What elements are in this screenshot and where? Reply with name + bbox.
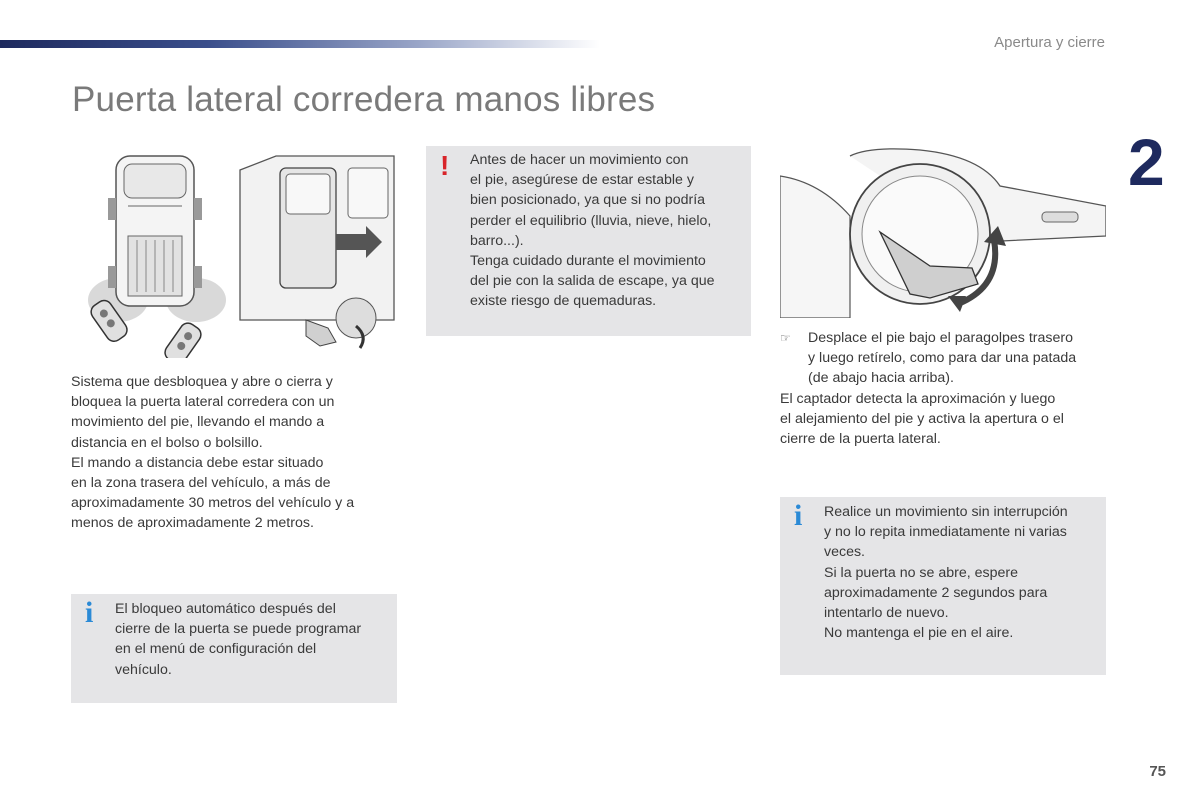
text-line: en la zona trasera del vehículo, a más de: [71, 475, 331, 492]
sliding-door-illustration: [236, 150, 396, 355]
pointing-hand-icon: ☞: [780, 331, 791, 345]
text-line: (de abajo hacia arriba).: [808, 370, 954, 387]
text-line: cierre de la puerta lateral.: [780, 431, 941, 448]
text-line: distancia en el bolso o bolsillo.: [71, 434, 263, 451]
text-line: Sistema que desbloquea y abre o cierra y: [71, 374, 333, 390]
text-line: en el menú de configuración del: [115, 641, 317, 658]
info-box-usage: [780, 497, 1106, 675]
text-line: aproximadamente 30 metros del vehículo y a: [71, 495, 355, 512]
text-line: veces.: [824, 544, 866, 561]
text-line: No mantenga el pie en el aire.: [824, 625, 1014, 642]
text-line: del pie con la salida de escape, ya que: [470, 273, 715, 290]
text-line: el pie, asegúrese de estar estable y: [470, 172, 694, 189]
text-line: y luego retírelo, como para dar una patada: [808, 350, 1077, 367]
text-line: vehículo.: [115, 661, 172, 678]
warning-icon: !: [440, 150, 450, 181]
text-line: El mando a distancia debe estar situado: [71, 454, 324, 471]
text-line: Si la puerta no se abre, espere: [824, 564, 1019, 581]
text-line: el alejamiento del pie y activa la apertura o el: [780, 410, 1064, 427]
instruction-text: [780, 328, 1076, 449]
info-icon: i: [85, 596, 94, 629]
text-line: bloquea la puerta lateral corredera con un: [71, 394, 335, 411]
text-line: Antes de hacer un movimiento con: [470, 152, 689, 168]
text-line: barro...).: [470, 232, 524, 249]
bumper-foot-illustration: [780, 146, 1106, 318]
text-line: Tenga cuidado durante el movimiento: [470, 253, 706, 270]
text-line: Desplace el pie bajo el paragolpes trasero: [808, 330, 1073, 346]
info-icon: i: [794, 499, 803, 532]
text-line: aproximadamente 2 segundos para: [824, 584, 1048, 601]
text-line: Realice un movimiento sin interrupción: [824, 504, 1068, 520]
text-line: existe riesgo de quemaduras.: [470, 293, 657, 310]
info-box-auto-lock: [71, 594, 397, 703]
text-line: intentarlo de nuevo.: [824, 605, 949, 622]
warning-box: [426, 146, 751, 336]
text-line: El bloqueo automático después del: [115, 601, 336, 617]
text-line: movimiento del pie, llevando el mando a: [71, 414, 325, 431]
header-gradient-bar: [0, 40, 600, 48]
info-box-text: [824, 502, 1068, 643]
text-line: cierre de la puerta se puede programar: [115, 621, 362, 638]
text-line: y no lo repita inmediatamente ni varias: [824, 524, 1067, 541]
text-line: bien posicionado, ya que si no podría: [470, 192, 706, 209]
info-box-text: [115, 599, 361, 680]
page-title: Puerta lateral corredera manos libres: [72, 80, 656, 119]
page-number: 75: [1149, 763, 1166, 780]
text-line: perder el equilibrio (lluvia, nieve, hielo,: [470, 212, 712, 229]
text-line: El captador detecta la aproximación y luego: [780, 390, 1056, 407]
bullet-line: [780, 328, 1076, 348]
section-title: Apertura y cierre: [994, 34, 1105, 51]
intro-paragraph: [71, 372, 354, 534]
text-line: menos de aproximadamente 2 metros.: [71, 515, 314, 532]
chapter-number: 2: [1128, 125, 1165, 199]
warning-box-text: [470, 150, 715, 312]
van-top-view-illustration: [78, 148, 230, 358]
